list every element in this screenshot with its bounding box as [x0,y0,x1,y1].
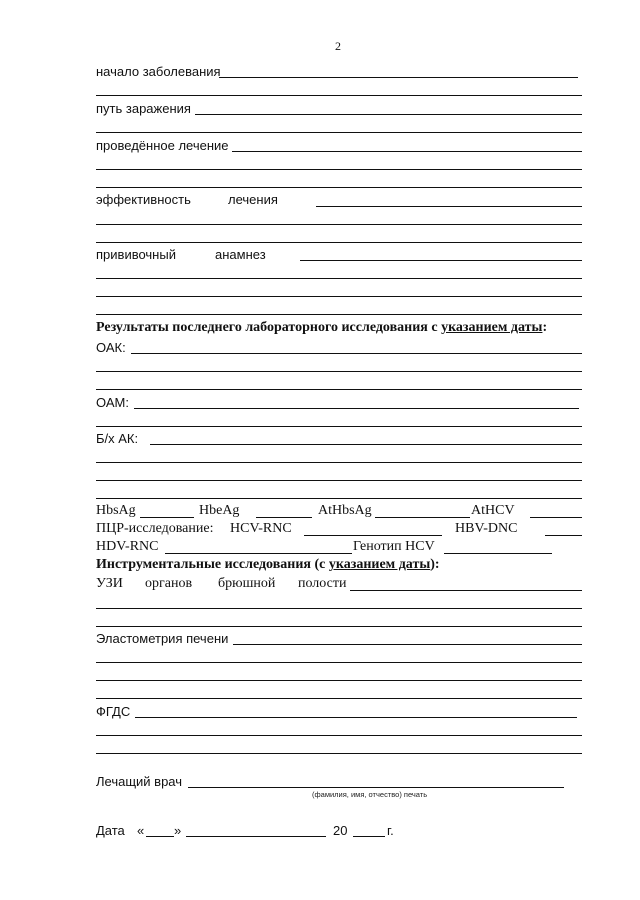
date-label: Дата [96,823,125,838]
infection-route-line[interactable] [195,114,582,115]
elastometry-line-3[interactable] [96,680,582,681]
athcv-label: AtHCV [471,503,515,518]
treatment-line[interactable] [232,151,582,152]
hbv-dnc-label: HBV-DNC [455,521,518,536]
uzi-line-2[interactable] [96,608,582,609]
vaccination-line-4[interactable] [96,314,582,315]
date-day-line[interactable] [146,836,174,837]
treatment-line-3[interactable] [96,187,582,188]
oam-line[interactable] [134,408,579,409]
page-number: 2 [335,39,341,53]
hbsag-line[interactable] [140,517,194,518]
uzi-label-1: УЗИ [96,576,123,591]
hbeag-line[interactable] [256,517,312,518]
disease-onset-line[interactable] [219,77,578,78]
uzi-label-3: брюшной [218,576,276,591]
biochem-line[interactable] [150,444,582,445]
pcr-label: ПЦР-исследование: [96,521,214,536]
date-month-line[interactable] [186,836,326,837]
vaccination-label-2: анамнез [215,247,266,262]
doctor-label: Лечащий врач [96,774,183,789]
elastometry-line[interactable] [233,644,582,645]
efficacy-line-3[interactable] [96,242,582,243]
efficacy-label-2: лечения [228,192,278,207]
athbsag-label: AtHbsAg [318,503,372,518]
disease-onset-line-2[interactable] [96,95,582,96]
elastometry-line-4[interactable] [96,698,582,699]
fgds-line-3[interactable] [96,753,582,754]
biochem-line-3[interactable] [96,480,582,481]
disease-onset-label: начало заболевания [96,64,221,79]
uzi-line[interactable] [350,590,582,591]
vaccination-line[interactable] [300,260,582,261]
oam-line-2[interactable] [96,426,582,427]
fgds-line[interactable] [135,717,577,718]
oak-line-3[interactable] [96,389,582,390]
biochem-line-4[interactable] [96,498,582,499]
biochem-line-2[interactable] [96,462,582,463]
lab-heading: Результаты последнего лабораторного исследования с указанием даты: [96,320,548,335]
elastometry-line-2[interactable] [96,662,582,663]
doctor-line[interactable] [188,787,564,788]
fgds-label: ФГДС [96,704,131,719]
uzi-line-3[interactable] [96,626,582,627]
treatment-label: проведённое лечение [96,138,229,153]
genotype-label: Генотип HCV [353,539,435,554]
athbsag-line[interactable] [375,517,470,518]
hdv-rnc-label: HDV-RNC [96,539,159,554]
oak-line[interactable] [131,353,582,354]
infection-route-label: путь заражения [96,101,191,116]
efficacy-line-2[interactable] [96,224,582,225]
year-suffix: г. [387,823,394,838]
efficacy-label-1: эффективность [96,192,191,207]
genotype-line[interactable] [444,553,552,554]
infection-route-line-2[interactable] [96,132,582,133]
doctor-caption: (фамилия, имя, отчество) печать [312,790,428,799]
vaccination-line-3[interactable] [96,296,582,297]
vaccination-label-1: прививочный [96,247,176,262]
treatment-line-2[interactable] [96,169,582,170]
year-prefix: 20 [333,823,348,838]
hcv-rnc-line[interactable] [304,535,442,536]
oak-line-2[interactable] [96,371,582,372]
date-open-quote: « [137,823,145,838]
hbv-dnc-line[interactable] [545,535,582,536]
vaccination-line-2[interactable] [96,278,582,279]
date-year-line[interactable] [353,836,385,837]
hbsag-label: HbsAg [96,503,136,518]
oam-label: ОАМ: [96,395,129,410]
date-close-quote: » [174,823,182,838]
efficacy-line[interactable] [316,206,582,207]
uzi-label-4: полости [298,576,347,591]
athcv-line[interactable] [530,517,582,518]
hbeag-label: HbeAg [199,503,240,518]
oak-label: ОАК: [96,340,126,355]
fgds-line-2[interactable] [96,735,582,736]
hcv-rnc-label: HCV-RNC [230,521,292,536]
elastometry-label: Эластометрия печени [96,631,229,646]
hdv-rnc-line[interactable] [165,553,352,554]
uzi-label-2: органов [145,576,193,591]
instr-heading: Инструментальные исследования (с указанием даты): [96,557,440,572]
biochem-label: Б/х АК: [96,431,139,446]
